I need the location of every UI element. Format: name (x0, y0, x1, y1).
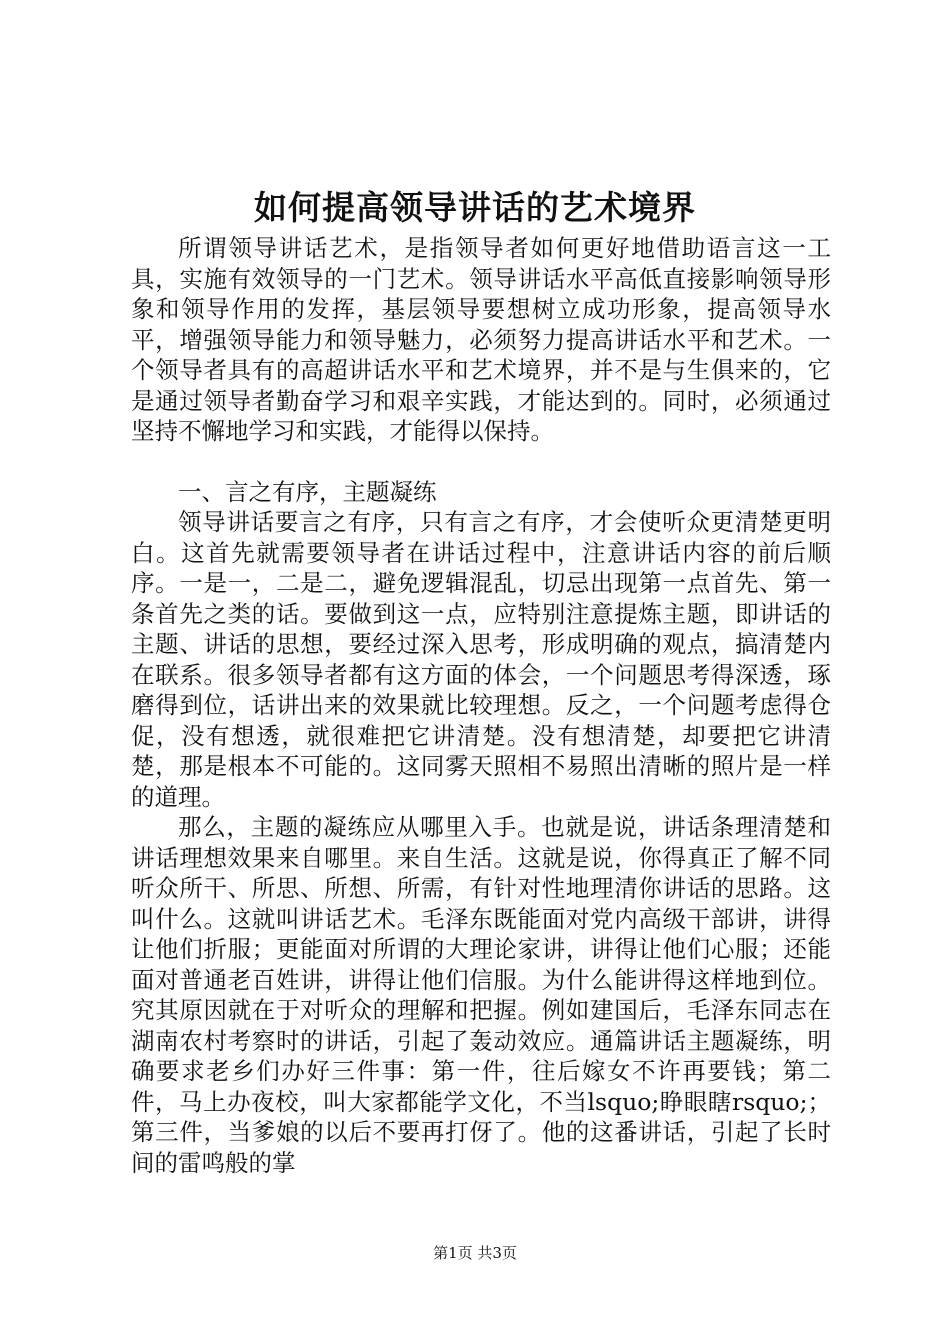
section-heading: 一、言之有序，主题凝练 (178, 477, 437, 506)
paragraph-order: 领导讲话要言之有序，只有言之有序，才会使听众更清楚更明白。这首先就需要领导者在讲话过程中，注意讲话内容的前后顺序。一是一，二是二，避免逻辑混乱，切忌出现第一点首先、第一条首先之类的话。要做到这一点，应特别注意提炼主题，即讲话的主题、讲话的思想，要经过深入思考，形成明确的观点，搞清楚内在联系。很多领导者都有这方面的体会，一个问题思考得深透，琢磨得到位，话讲出来的效果就比较理想。反之，一个问题考虑得仓促，没有想透，就很难把它讲清楚。没有想清楚，却要把它讲清楚，那是根本不可能的。这同雾天照相不易照出清晰的照片是一样的道理。 (131, 508, 831, 811)
document-title: 如何提高领导讲话的艺术境界 (254, 188, 696, 227)
paragraph-intro: 所谓领导讲话艺术，是指领导者如何更好地借助语言这一工具，实施有效领导的一门艺术。领导讲话水平高低直接影响领导形象和领导作用的发挥，基层领导要想树立成功形象，提高领导水平，增强领导能力和领导魅力，必须努力提高讲话水平和艺术。一个领导者具有的高超讲话水平和艺术境界，并不是与生俱来的，它是通过领导者勤奋学习和艰辛实践，才能达到的。同时，必须通过坚持不懈地学习和实践，才能得以保持。 (131, 234, 831, 445)
paragraph-theme: 那么，主题的凝练应从哪里入手。也就是说，讲话条理清楚和讲话理想效果来自哪里。来自生活。这就是说，你得真正了解不同听众所干、所思、所想、所需，有针对性地理清你讲话的思路。这叫什么。这就叫讲话艺术。毛泽东既能面对党内高级干部讲，讲得让他们折服；更能面对所谓的大理论家讲，讲得让他们心服；还能面对普通老百姓讲，讲得让他们信服。为什么能讲得这样地到位。究其原因就在于对听众的理解和把握。例如建国后，毛泽东同志在湖南农村考察时的讲话，引起了轰动效应。通篇讲话主题凝练，明确要求老乡们办好三件事：第一件，往后嫁女不许再要钱；第二件，马上办夜校，叫大家都能学文化，不当lsquo;睁眼瞎rsquo;；第三件，当爹娘的以后不要再打伢了。他的这番讲话，引起了长时间的雷鸣般的掌 (131, 813, 831, 1177)
document-body (131, 233, 831, 1178)
page-footer: 第1页 共3页 (433, 1244, 517, 1262)
